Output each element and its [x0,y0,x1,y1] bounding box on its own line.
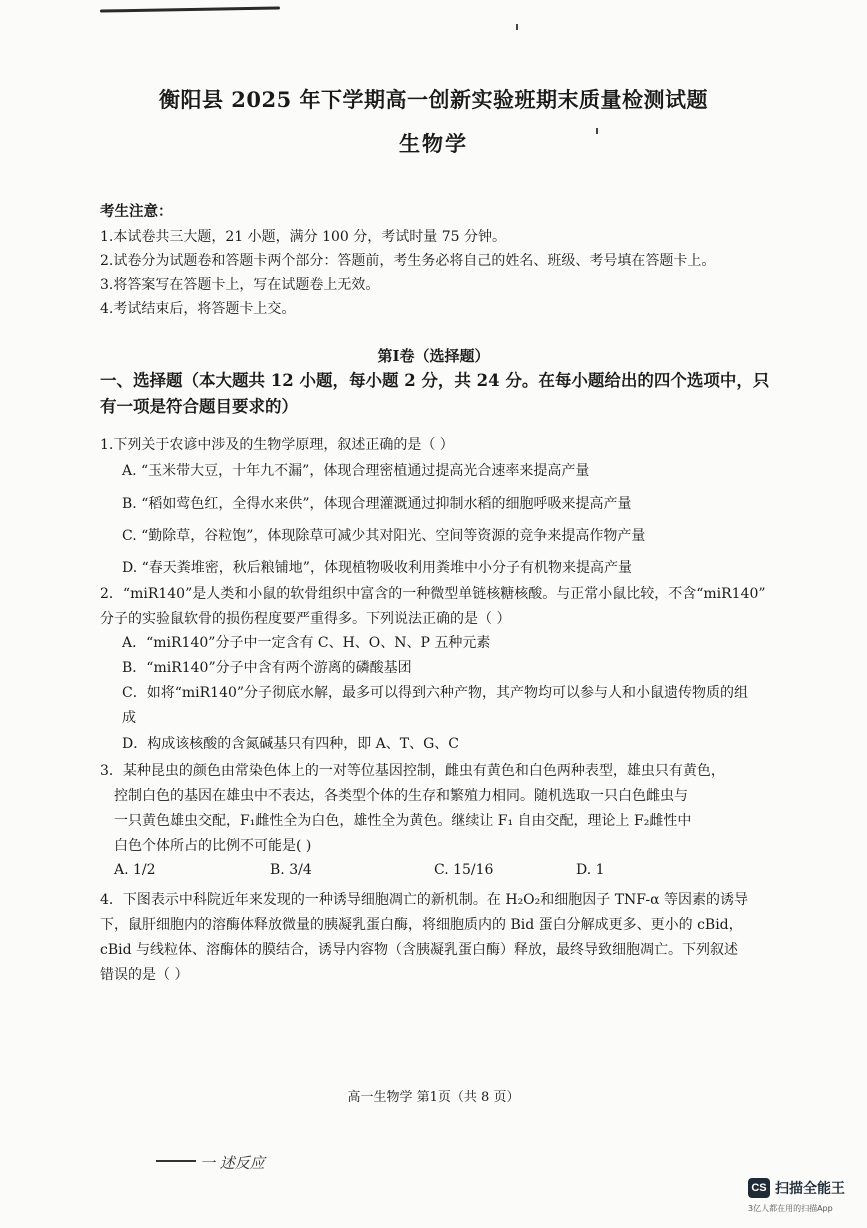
question-3-stem-line: 3．某种昆虫的颜色由常染色体上的一对等位基因控制，雌虫有黄色和白色两种表型，雄虫只有黄色， [100,763,725,779]
question-3-option-c: C. 15/16 [434,862,494,878]
notice-item: 1.本试卷共三大题，21 小题，满分 100 分，考试时量 75 分钟。 [100,229,506,245]
page-footer: 高一生物学 第1页（共 8 页） [347,1090,520,1105]
question-3-option-a: A. 1/2 [114,862,156,878]
scan-mark [100,6,280,12]
question-3-stem-line: 白色个体所占的比例不可能是( ) [114,838,312,854]
question-3-stem-line: 控制白色的基因在雄虫中不表达，各类型个体的生存和繁殖力相同。随机选取一只白色雌虫与 [114,788,688,804]
question-2-option-b: B．“miR140”分子中含有两个游离的磷酸基团 [122,660,412,676]
question-1-option-c: C. “勤除草，谷粒饱”，体现除草可减少其对阳光、空间等资源的竞争来提高作物产量 [122,528,646,544]
question-4-stem-line: 下，鼠肝细胞内的溶酶体释放微量的胰凝乳蛋白酶，将细胞质内的 Bid 蛋白分解成更多、更小的 cBid， [100,917,743,933]
question-1-option-a: A. “玉米带大豆，十年九不漏”，体现合理密植通过提高光合速率来提高产量 [122,463,590,479]
question-4-stem-line: 错误的是（ ） [100,967,189,983]
volume-heading: 第Ⅰ卷（选择题） [377,347,490,365]
question-1-stem: 1.下列关于农谚中涉及的生物学原理，叙述正确的是（ ） [100,437,454,453]
question-2-stem-line: 2．“miR140”是人类和小鼠的软骨组织中富含的一种微型单链核糖核酸。与正常小鼠比较，不含“miR140” [100,586,766,602]
question-2-stem-line: 分子的实验鼠软骨的损伤程度要严重得多。下列说法正确的是（ ） [100,611,511,627]
question-3-stem-line: 一只黄色雄虫交配，F₁雌性全为白色，雄性全为黄色。继续让 F₁ 自由交配，理论上 F₂雌性中 [114,813,692,829]
question-2-option-d: D．构成该核酸的含氮碱基只有四种，即 A、T、G、C [122,736,460,752]
question-1-option-b: B. “稻如莺色红，全得水来供”，体现合理灌溉通过抑制水稻的细胞呼吸来提高产量 [122,496,632,512]
question-2-option-c: C．如将“miR140”分子彻底水解，最多可以得到六种产物，其产物均可以参与人和小鼠遗传物质的组 [122,685,749,701]
scanner-logo-icon: CS [748,1178,770,1198]
scanner-watermark [748,1178,845,1198]
notice-item: 4.考试结束后，将答题卡上交。 [100,301,296,317]
question-4-stem-line: cBid 与线粒体、溶酶体的膜结合，诱导内容物（含胰凝乳蛋白酶）释放，最终导致细胞凋亡。下列叙述 [100,942,739,958]
question-3-option-b: B. 3/4 [270,862,312,878]
exam-title: 衡阳县 2025 年下学期高一创新实验班期末质量检测试题 [158,87,709,112]
part-heading: 一、选择题（本大题共 12 小题，每小题 2 分，共 24 分。在每小题给出的四个选项中，只有一项是符合题目要求的） [100,371,770,416]
exam-subject: 生物学 [399,131,468,156]
question-1-option-d: D. “春天粪堆密，秋后粮铺地”，体现植物吸收利用粪堆中小分子有机物来提高产量 [122,560,632,576]
notice-item: 3.将答案写在答题卡上，写在试题卷上无效。 [100,277,380,293]
question-2-option-a: A．“miR140”分子中一定含有 C、H、O、N、P 五种元素 [122,635,491,651]
handwritten-scribble: 一 述反应 [200,1154,265,1172]
scan-dot [516,24,518,30]
question-2-option-c-cont: 成 [122,710,136,726]
scanner-tagline: 3亿人都在用的扫描App [748,1204,833,1213]
question-4-stem-line: 4．下图表示中科院近年来发现的一种诱导细胞凋亡的新机制。在 H₂O₂和细胞因子 TNF-α 等因素的诱导 [100,892,749,908]
scribble-mark [156,1160,196,1162]
question-3-option-d: D. 1 [576,862,605,878]
notice-item: 2.试卷分为试题卷和答题卡两个部分：答题前，考生务必将自己的姓名、班级、考号填在答题卡上。 [100,253,716,269]
notice-heading: 考生注意： [100,203,173,220]
scanner-app-name: 扫描全能王 [775,1181,845,1197]
